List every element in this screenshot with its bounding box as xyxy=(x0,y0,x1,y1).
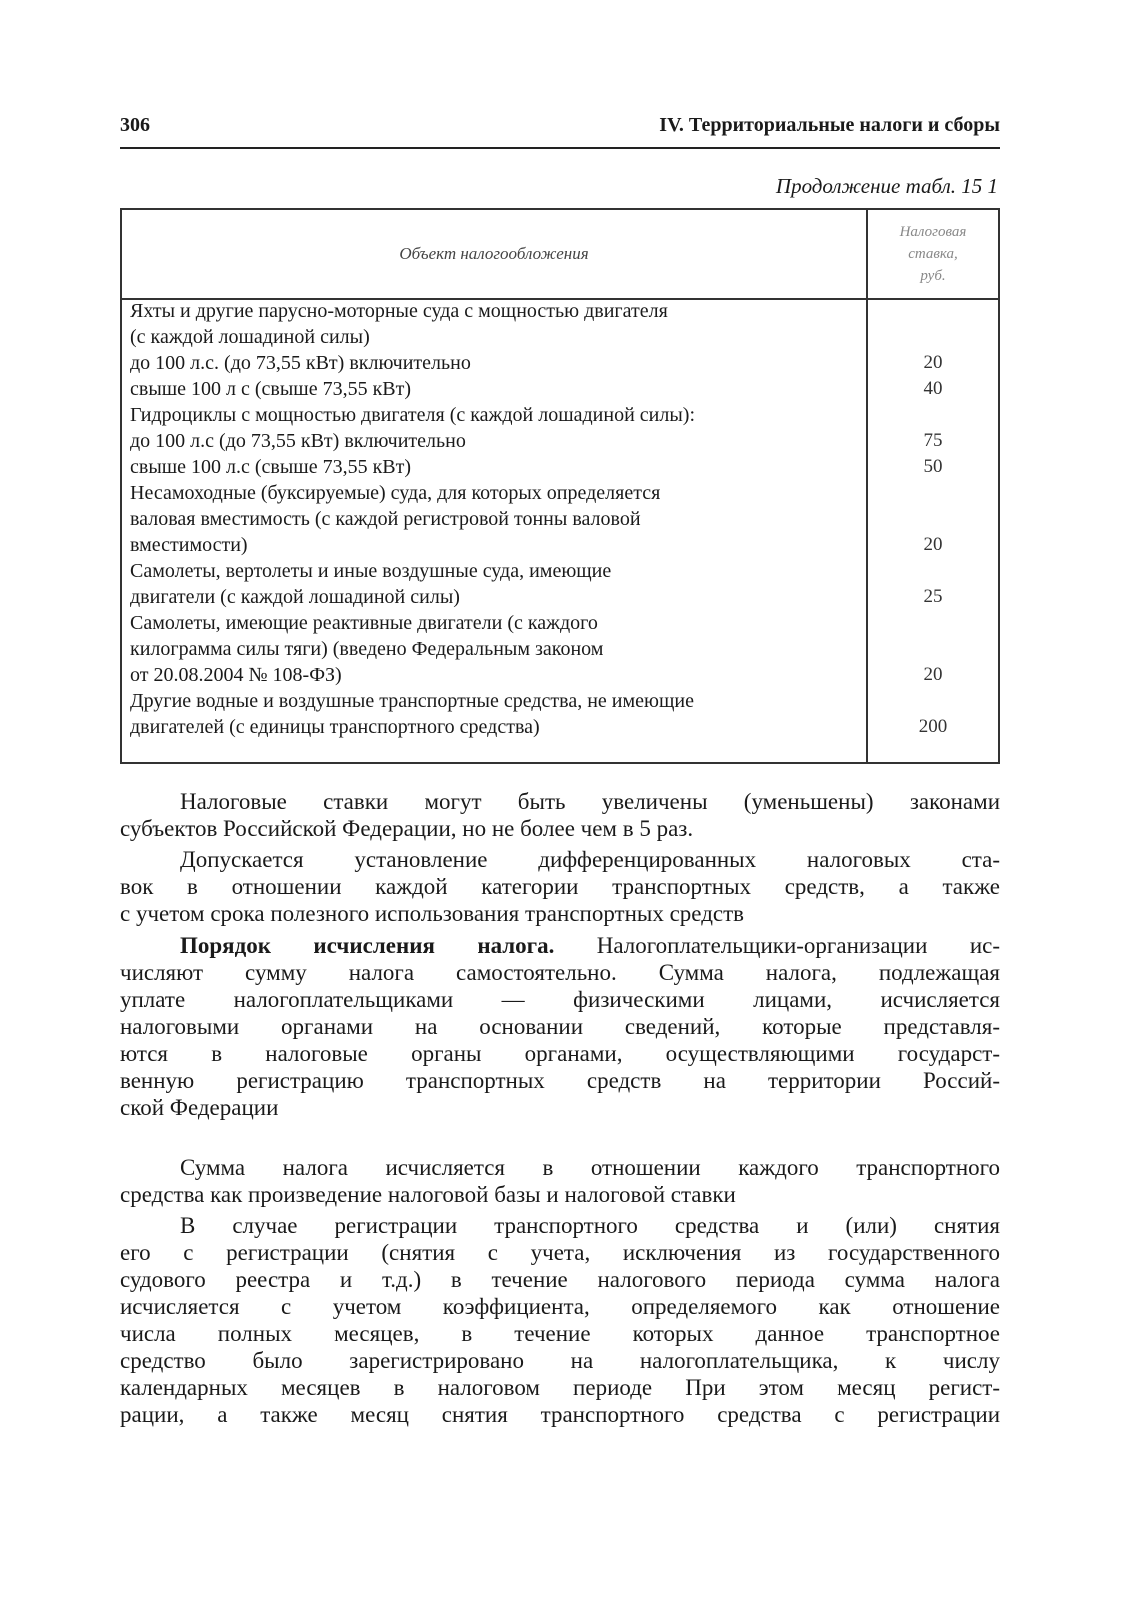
table-line: Гидроциклы с мощностью двигателя (с каждой лошадиной силы): xyxy=(130,404,695,426)
text-line: средство было зарегистрировано на налогоплательщика, к числу xyxy=(120,1348,1000,1373)
table-line: Несамоходные (буксируемые) суда, для которых определяется xyxy=(130,482,661,504)
col-rate-header-line: руб. xyxy=(920,268,946,284)
tax-rate-table xyxy=(120,208,1000,764)
rate-value: 200 xyxy=(918,716,948,737)
paragraph-lead-in: Порядок исчисления налога. xyxy=(180,933,555,958)
table-caption: Продолжение табл. 15 1 xyxy=(775,174,998,198)
table-line: свыше 100 л.с (свыше 73,55 кВт) xyxy=(130,456,412,478)
page-number: 306 xyxy=(120,114,150,136)
text-line: субъектов Российской Федерации, но не более чем в 5 раз. xyxy=(120,816,694,841)
text-line: судового реестра и т.д.) в течение налогового периода сумма налога xyxy=(120,1267,1000,1292)
text-line: Допускается установление дифференцированных налоговых ста- xyxy=(180,847,1000,872)
header-rule xyxy=(120,147,1000,149)
table-line: килограмма силы тяги) (введено Федеральным законом xyxy=(130,638,604,660)
table-line: вместимости) xyxy=(130,534,248,556)
table-line: до 100 л.с (до 73,55 кВт) включительно xyxy=(130,430,466,452)
table-line: до 100 л.с. (до 73,55 кВт) включительно xyxy=(130,352,471,374)
rate-value: 40 xyxy=(923,378,943,399)
col-rate-header-line: ставка, xyxy=(908,246,958,262)
paragraph-tax-formula xyxy=(120,1154,1000,1208)
table-line: от 20.08.2004 № 108-ФЗ) xyxy=(130,664,342,686)
rate-value: 20 xyxy=(923,664,943,685)
running-header xyxy=(120,114,1000,137)
table-line: Другие водные и воздушные транспортные средства, не имеющие xyxy=(130,690,694,712)
text-line xyxy=(120,932,1000,959)
rate-value: 25 xyxy=(923,586,943,607)
table-line: Самолеты, вертолеты и иные воздушные суда, имеющие xyxy=(130,560,612,582)
text-line: В случае регистрации транспортного средства и (или) снятия xyxy=(180,1213,1000,1238)
rate-value: 50 xyxy=(923,456,943,477)
col-object-header: Объект налогообложения xyxy=(399,244,589,263)
table-line: (с каждой лошадиной силы) xyxy=(130,326,370,348)
text-line: средства как произведение налоговой базы и налоговой ставки xyxy=(120,1182,736,1207)
text-line: рации, а также месяц снятия транспортного средства с регистрации xyxy=(120,1402,1000,1427)
col-rate-header xyxy=(868,210,998,298)
text-line: Сумма налога исчисляется в отношении каждого транспортного xyxy=(180,1155,1000,1180)
text-fragment: Налогоплательщики-организации ис- xyxy=(554,933,1000,958)
rate-value: 20 xyxy=(923,534,943,555)
text-line: числяют сумму налога самостоятельно. Сумма налога, подлежащая xyxy=(120,960,1000,985)
table-line: валовая вместимость (с каждой регистровой тонны валовой xyxy=(130,508,641,530)
rate-value: 20 xyxy=(923,352,943,373)
text-line: вок в отношении каждой категории транспортных средств, а также xyxy=(120,874,1000,899)
table-line: Самолеты, имеющие реактивные двигатели (с каждого xyxy=(130,612,598,634)
paragraph-differentiated-rates xyxy=(120,846,1000,927)
text-line: уплате налогоплательщиками — физическими лицами, исчисляется xyxy=(120,987,1000,1012)
paragraph-rate-limits xyxy=(120,788,1000,842)
table-line: Яхты и другие парусно-моторные суда с мощностью двигателя xyxy=(130,300,668,322)
section-title: IV. Территориальные налоги и сборы xyxy=(659,114,1000,136)
table-line: свыше 100 л с (свыше 73,55 кВт) xyxy=(130,378,412,400)
paragraph-registration-coefficient xyxy=(120,1212,1000,1428)
text-line: исчисляется с учетом коэффициента, определяемого как отношение xyxy=(120,1294,1000,1319)
text-line: ются в налоговые органы органами, осуществляющими государст- xyxy=(120,1041,1000,1066)
table-line: двигателей (с единицы транспортного средства) xyxy=(130,716,540,738)
text-line: с учетом срока полезного использования транспортных средств xyxy=(120,901,745,926)
table-line: двигатели (с каждой лошадиной силы) xyxy=(130,586,460,608)
rate-value: 75 xyxy=(923,430,943,451)
paragraph-calculation-procedure xyxy=(120,932,1000,1121)
text-line: Налоговые ставки могут быть увеличены (уменьшены) законами xyxy=(180,789,1000,814)
text-line: календарных месяцев в налоговом периоде При этом месяц регист- xyxy=(120,1375,1000,1400)
text-line: венную регистрацию транспортных средств на территории Россий- xyxy=(120,1068,1000,1093)
text-line: числа полных месяцев, в течение которых данное транспортное xyxy=(120,1321,1000,1346)
text-line: его с регистрации (снятия с учета, исключения из государственного xyxy=(120,1240,1000,1265)
text-line: налоговыми органами на основании сведений, которые представля- xyxy=(120,1014,1000,1039)
col-rate-header-line: Налоговая xyxy=(899,224,967,240)
text-line: ской Федерации xyxy=(120,1095,279,1120)
